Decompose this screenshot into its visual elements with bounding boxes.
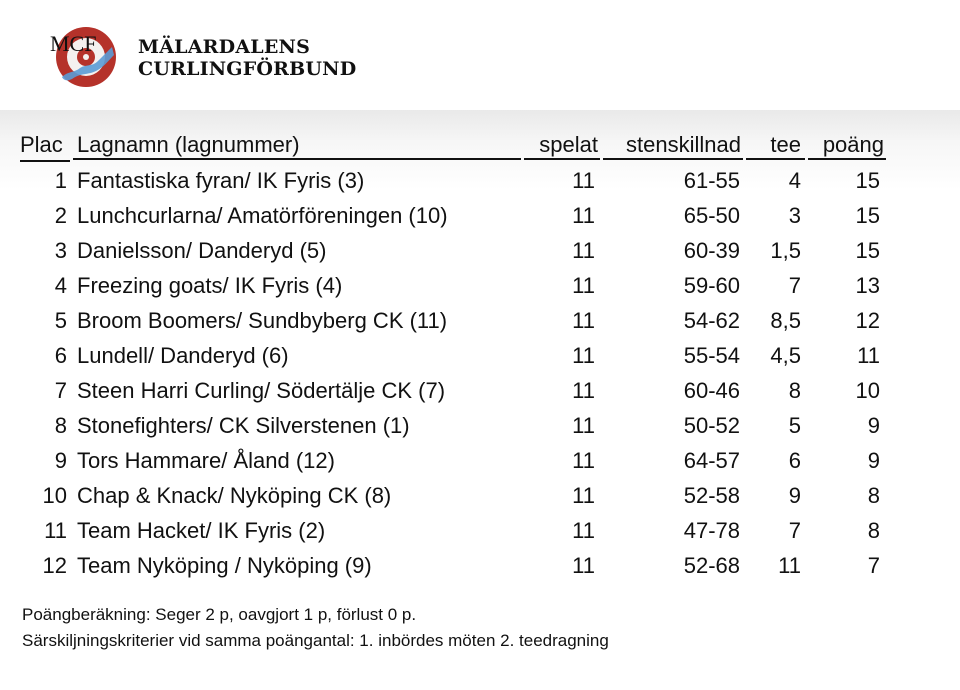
cell-stone-diff: 59-60 [683,273,740,298]
notes [22,602,609,654]
table-row [0,268,960,303]
cell-place: 1 [54,168,67,193]
cell-place: 7 [54,378,67,403]
cell-stone-diff: 60-39 [683,238,740,263]
cell-tee: 7 [788,273,801,298]
cell-points: 13 [855,273,880,298]
cell-played: 11 [572,238,595,263]
cell-played: 11 [572,273,595,298]
cell-tee: 8,5 [770,308,801,333]
cell-team: Freezing goats/ IK Fyris (4) [77,273,343,298]
cell-played: 11 [572,448,595,473]
brand-header [48,20,357,90]
cell-team: Steen Harri Curling/ Södertälje CK (7) [77,378,446,403]
cell-points: 7 [867,553,880,578]
cell-tee: 11 [778,553,801,578]
brand-name [138,36,356,80]
cell-points: 15 [855,168,880,193]
cell-team: Tors Hammare/ Åland (12) [77,448,335,473]
curling-logo-icon [48,21,116,89]
table-row [0,198,960,233]
cell-tee: 3 [788,203,801,228]
cell-points: 9 [867,448,880,473]
cell-points: 8 [867,483,880,508]
cell-place: 10 [42,483,67,508]
table-row [0,443,960,478]
cell-played: 11 [572,378,595,403]
cell-place: 11 [44,518,67,543]
cell-played: 11 [572,343,595,368]
cell-stone-diff: 55-54 [683,343,740,368]
cell-points: 15 [855,203,880,228]
cell-tee: 4 [788,168,801,193]
cell-points: 11 [857,343,880,368]
cell-played: 11 [572,203,595,228]
cell-team: Chap & Knack/ Nyköping CK (8) [77,483,392,508]
brand-name-line2: CURLINGFÖRBUND [138,58,357,80]
header-team: Lagnamn (lagnummer) [73,130,521,160]
brand-name-line1: MÄLARDALENS [138,36,311,58]
cell-stone-diff: 61-55 [683,168,740,193]
cell-stone-diff: 50-52 [683,413,740,438]
tiebreak-note: Särskiljningskriterier vid samma poängantal: 1. inbördes möten 2. teedragning [22,631,609,650]
cell-points: 15 [855,238,880,263]
cell-points: 8 [867,518,880,543]
cell-played: 11 [572,483,595,508]
cell-team: Lunchcurlarna/ Amatörföreningen (10) [77,203,448,228]
cell-team: Stonefighters/ CK Silverstenen (1) [77,413,410,438]
cell-tee: 8 [788,378,801,403]
header-stone-diff: stenskillnad [603,130,743,160]
table-row [0,408,960,443]
cell-team: Team Hacket/ IK Fyris (2) [77,518,326,543]
cell-team: Broom Boomers/ Sundbyberg CK (11) [77,308,448,333]
cell-played: 11 [572,553,595,578]
header-played: spelat [524,130,600,160]
table-row [0,548,960,583]
cell-stone-diff: 65-50 [683,203,740,228]
cell-tee: 6 [788,448,801,473]
cell-points: 9 [867,413,880,438]
cell-tee: 9 [788,483,801,508]
logo-text: MCF [50,31,97,56]
cell-played: 11 [572,168,595,193]
cell-place: 12 [42,553,67,578]
cell-place: 5 [54,308,67,333]
header-points: poäng [808,130,886,160]
table-row [0,163,960,198]
cell-stone-diff: 64-57 [683,448,740,473]
cell-played: 11 [572,413,595,438]
cell-stone-diff: 47-78 [683,518,740,543]
cell-team: Danielsson/ Danderyd (5) [77,238,327,263]
scoring-note: Poängberäkning: Seger 2 p, oavgjort 1 p, förlust 0 p. [22,605,417,624]
cell-team: Fantastiska fyran/ IK Fyris (3) [77,168,365,193]
header-tee: tee [746,130,805,160]
cell-place: 9 [54,448,67,473]
table-row [0,478,960,513]
cell-points: 10 [855,378,880,403]
table-row [0,373,960,408]
cell-tee: 1,5 [770,238,801,263]
cell-played: 11 [572,518,595,543]
cell-place: 6 [54,343,67,368]
cell-place: 2 [54,203,67,228]
cell-place: 4 [54,273,67,298]
header-place: Plac [20,130,70,162]
cell-place: 8 [54,413,67,438]
cell-stone-diff: 52-58 [683,483,740,508]
table-row [0,338,960,373]
cell-team: Lundell/ Danderyd (6) [77,343,289,368]
cell-tee: 5 [788,413,801,438]
table-row [0,303,960,338]
cell-stone-diff: 52-68 [683,553,740,578]
cell-place: 3 [54,238,67,263]
cell-tee: 4,5 [770,343,801,368]
cell-tee: 7 [788,518,801,543]
cell-points: 12 [855,308,880,333]
table-row [0,513,960,548]
cell-stone-diff: 54-62 [683,308,740,333]
cell-stone-diff: 60-46 [683,378,740,403]
table-row [0,233,960,268]
cell-played: 11 [572,308,595,333]
cell-team: Team Nyköping / Nyköping (9) [77,553,372,578]
